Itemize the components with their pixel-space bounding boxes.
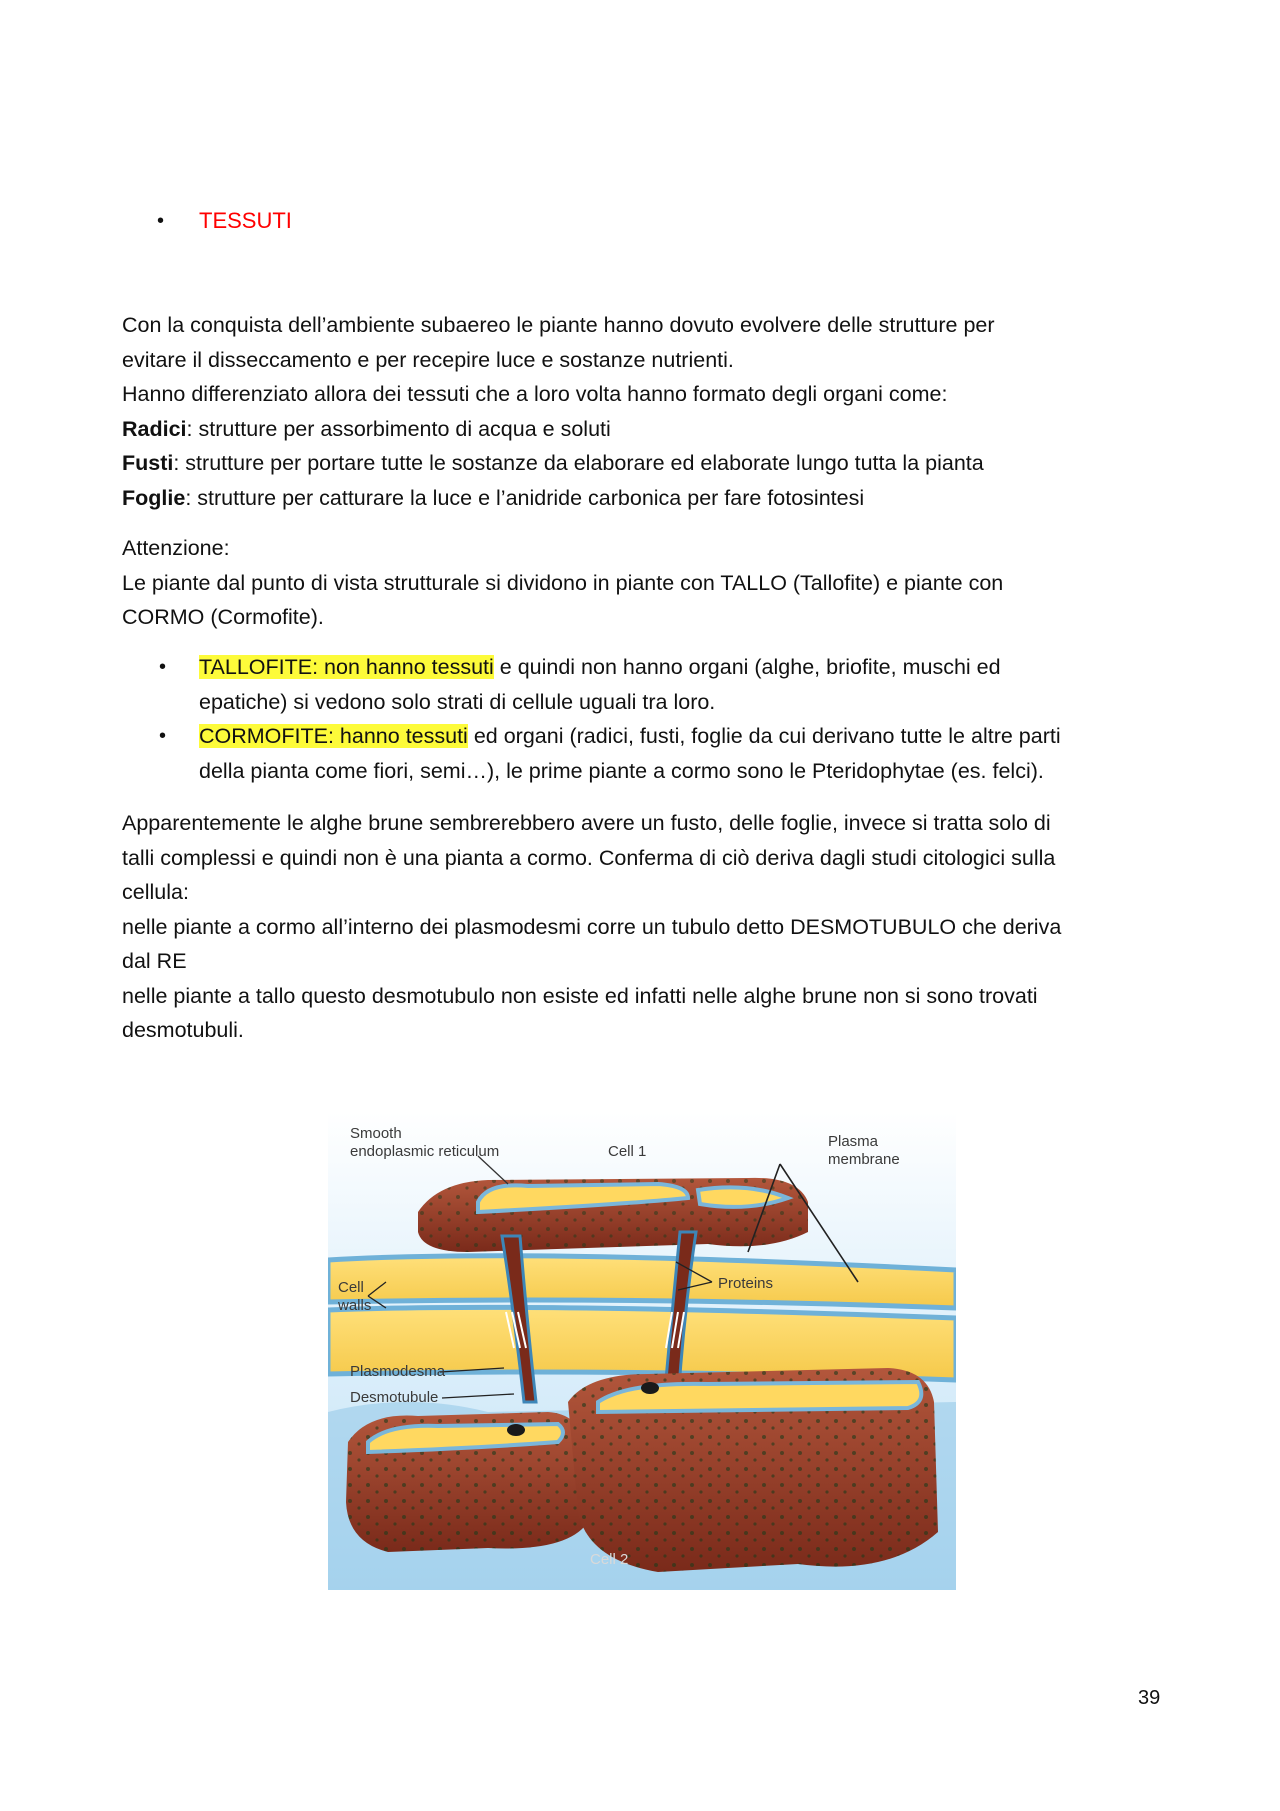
text-line: Le piante dal punto di vista strutturale si dividono in piante con TALLO (Tallofite) e piante con xyxy=(122,570,1004,595)
body-paragraph xyxy=(122,806,1182,1048)
label-membrane: membrane xyxy=(828,1151,900,1168)
text-line: cellula: xyxy=(122,880,189,904)
highlighted-text: CORMOFITE: hanno tessuti xyxy=(199,724,468,748)
text-span: e quindi non hanno organi (alghe, briofite, muschi ed xyxy=(493,655,1001,679)
label-cell2: Cell 2 xyxy=(590,1551,629,1568)
attention-paragraph xyxy=(122,531,1182,635)
bullet-icon: • xyxy=(159,725,167,747)
bullet-icon: • xyxy=(159,656,167,678)
text-span: ed organi (radici, fusti, foglie da cui derivano tutte le altre parti xyxy=(467,724,1061,748)
text-line: Hanno differenziato allora dei tessuti che a loro volta hanno formato degli organi come: xyxy=(122,382,948,406)
plant-type-list xyxy=(122,650,1202,788)
cell-wall-upper xyxy=(328,1256,956,1308)
plasmodesma-diagram xyxy=(328,1112,956,1590)
page-number: 39 xyxy=(1138,1687,1161,1709)
highlighted-text: TALLOFITE: non hanno tessuti xyxy=(199,655,494,679)
label-cell1: Cell 1 xyxy=(608,1143,647,1160)
list-item-tallofite xyxy=(122,650,1202,719)
text-line: Con la conquista dell’ambiente subaereo le piante hanno dovuto evolvere delle strutture per xyxy=(122,313,995,337)
section-title: TESSUTI xyxy=(199,208,292,233)
text-line: talli complessi e quindi non è una pianta a cormo. Conferma di ciò deriva dagli studi citologici sulla xyxy=(122,845,1056,870)
desmotubule-opening xyxy=(641,1382,659,1394)
text-line: desmotubuli. xyxy=(122,1018,244,1042)
label-plasma: Plasma xyxy=(828,1133,879,1150)
label-cell: Cell xyxy=(338,1279,364,1296)
desmotubule-opening xyxy=(507,1424,525,1436)
label-desmotubule: Desmotubule xyxy=(350,1389,439,1406)
label-plasmodesma: Plasmodesma xyxy=(350,1363,446,1380)
text-line: nelle piante a cormo all’interno dei plasmodesmi corre un tubulo detto DESMOTUBULO che deriva xyxy=(122,914,1062,939)
bullet-icon: • xyxy=(157,210,165,232)
organ-fusti xyxy=(122,446,1182,481)
list-item-cormofite xyxy=(122,719,1202,788)
text-line: nelle piante a tallo questo desmotubulo non esiste ed infatti nelle alghe brune non si sono trovati xyxy=(122,983,1038,1008)
label-walls: walls xyxy=(338,1297,372,1314)
organ-desc: : strutture per assorbimento di acqua e soluti xyxy=(186,416,611,441)
organ-desc: : strutture per portare tutte le sostanze da elaborare ed elaborate lungo tutta la pianta xyxy=(173,451,984,475)
text-line: epatiche) si vedono solo strati di cellule uguali tra loro. xyxy=(199,689,716,714)
organ-term: Radici xyxy=(122,416,187,441)
intro-paragraph xyxy=(122,308,1182,515)
organ-radici xyxy=(122,412,1182,447)
organ-desc: : strutture per catturare la luce e l’anidride carbonica per fare fotosintesi xyxy=(185,485,865,510)
text-line: Apparentemente le alghe brune sembrerebbero avere un fusto, delle foglie, invece si tratta solo di xyxy=(122,811,1051,835)
label-smooth: Smooth xyxy=(350,1125,402,1142)
attention-title: Attenzione: xyxy=(122,536,230,560)
organ-foglie xyxy=(122,481,1182,516)
organ-term: Foglie xyxy=(122,485,186,510)
text-line: CORMO (Cormofite). xyxy=(122,605,324,629)
text-line: della pianta come fiori, semi…), le prime piante a cormo sono le Pteridophytae (es. felci). xyxy=(199,758,1044,783)
label-proteins: Proteins xyxy=(718,1275,774,1292)
organ-term: Fusti xyxy=(122,451,174,475)
plasmodesma-figure xyxy=(328,1112,956,1590)
label-er: endoplasmic reticulum xyxy=(350,1143,500,1160)
text-line: dal RE xyxy=(122,949,187,973)
text-line: evitare il disseccamento e per recepire luce e sostanze nutrienti. xyxy=(122,347,734,372)
